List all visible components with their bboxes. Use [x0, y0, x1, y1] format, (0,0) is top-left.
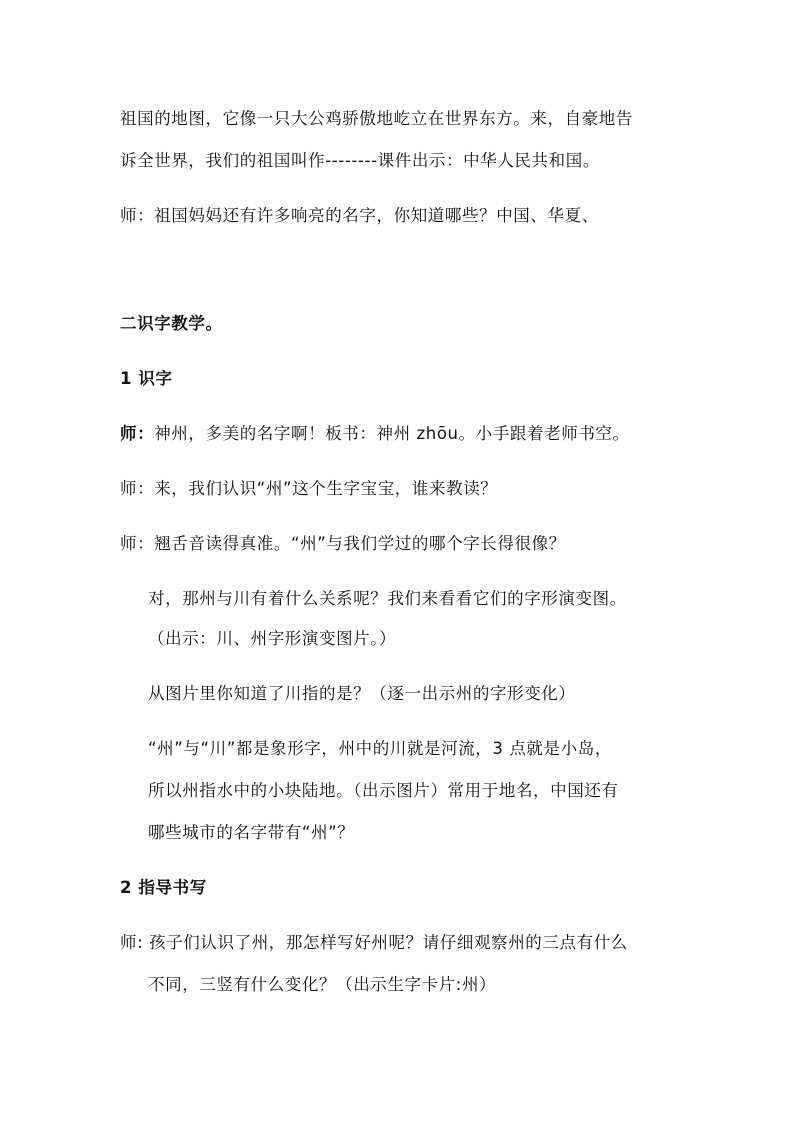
subsection-heading-2: 2 指导书写 — [120, 878, 207, 897]
intro-line-1: 祖国的地图，它像一只大公鸡骄傲地屹立在世界东方。来，自豪地告 — [120, 109, 633, 128]
paragraph-6-line-3: 哪些城市的名字带有“州”？ — [148, 823, 355, 842]
paragraph-2: 师：来，我们认识“州”这个生字宝宝，谁来教读？ — [120, 479, 498, 498]
paragraph-3: 师：翘舌音读得真准。“州”与我们学过的哪个字长得很像？ — [120, 534, 566, 553]
speaker-label: 师： — [120, 424, 155, 443]
subsection-heading-1: 1 识字 — [120, 369, 173, 388]
paragraph-5: 从图片里你知道了川指的是？（逐一出示州的字形变化） — [148, 684, 576, 703]
paragraph-7-line-2: 不同，三竖有什么变化？（出示生字卡片:州） — [148, 975, 497, 994]
intro-line-3: 师：祖国妈妈还有许多响亮的名字，你知道哪些？中国、华夏、 — [120, 206, 599, 225]
paragraph-1-text: 神州，多美的名字啊！板书：神州 zhōu。小手跟着老师书空。 — [154, 424, 630, 443]
section-heading: 二识字教学。 — [120, 314, 223, 333]
intro-line-2: 诉全世界，我们的祖国叫作--------课件出示：中华人民共和国。 — [120, 151, 600, 170]
paragraph-7-line-1: 师: 孩子们认识了州，那怎样写好州呢？请仔细观察州的三点有什么 — [120, 933, 628, 952]
paragraph-6-line-2: 所以州指水中的小块陆地。（出示图片）常用于地名，中国还有 — [148, 781, 619, 800]
paragraph-4-line-1: 对，那州与川有着什么关系呢？我们来看看它们的字形演变图。 — [148, 589, 627, 608]
paragraph-6-line-1: “州”与“川”都是象形字，州中的川就是河流，3 点就是小岛， — [148, 739, 612, 758]
paragraph-1 — [120, 423, 630, 445]
paragraph-4-line-2: （出示：川、州字形演变图片。） — [148, 629, 397, 648]
